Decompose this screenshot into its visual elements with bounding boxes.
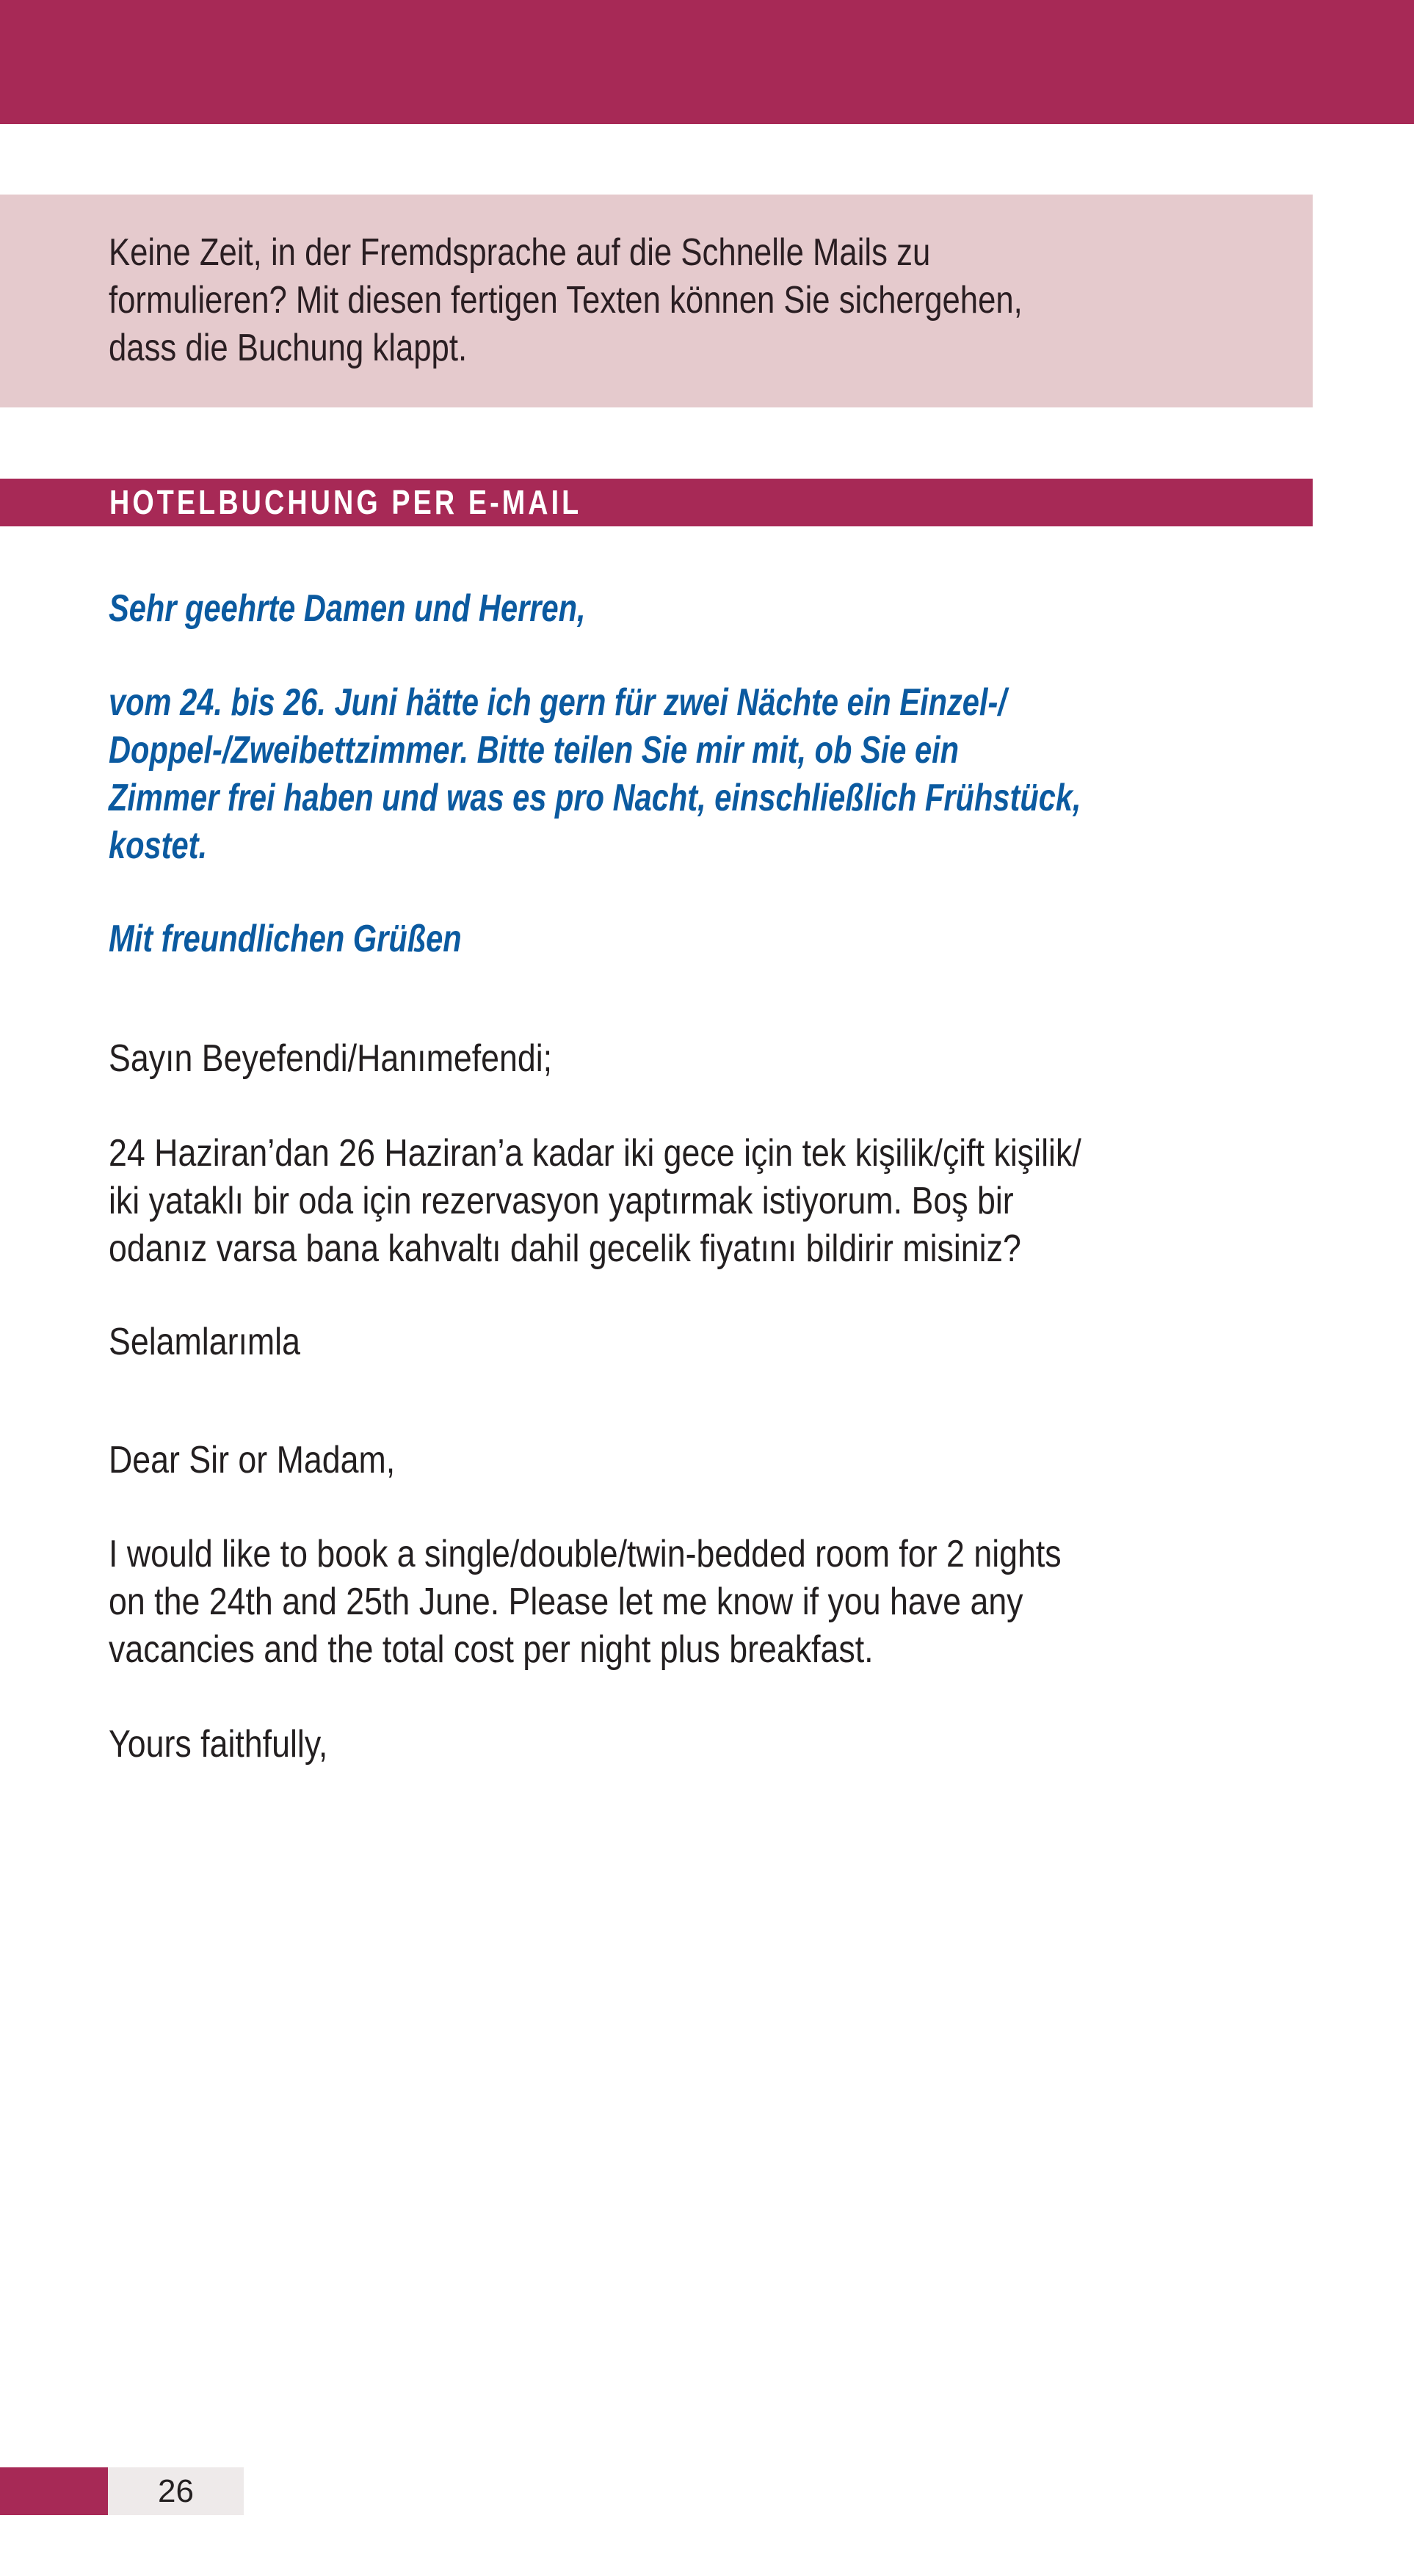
german-salutation: Sehr geehrte Damen und Herren, <box>109 587 586 630</box>
german-body <box>109 679 1081 870</box>
footer-accent-bar <box>0 2467 108 2515</box>
turkish-body-line: 24 Haziran’dan 26 Haziran’a kadar iki gece için tek kişilik/çift kişilik/ <box>109 1132 1081 1175</box>
turkish-body-line: odanız varsa bana kahvaltı dahil gecelik fiyatını bildirir misiniz? <box>109 1227 1021 1270</box>
english-body <box>109 1531 1062 1674</box>
turkish-body-line: iki yataklı bir oda için rezervasyon yaptırmak istiyorum. Boş bir <box>109 1180 1014 1222</box>
top-brand-bar <box>0 0 1414 124</box>
german-body-line: Doppel-/Zweibettzimmer. Bitte teilen Sie mir mit, ob Sie ein <box>109 729 960 772</box>
english-body-line: I would like to book a single/double/twin-bedded room for 2 nights <box>109 1533 1062 1575</box>
intro-line: Keine Zeit, in der Fremdsprache auf die Schnelle Mails zu <box>109 231 931 274</box>
turkish-closing: Selamlarımla <box>109 1321 300 1363</box>
turkish-salutation: Sayın Beyefendi/Hanımefendi; <box>109 1037 553 1080</box>
turkish-closing-block <box>109 1318 300 1366</box>
german-body-line: kostet. <box>109 824 208 867</box>
german-salutation-block <box>109 585 586 633</box>
english-salutation: Dear Sir or Madam, <box>109 1439 396 1481</box>
english-salutation-block <box>109 1437 395 1484</box>
section-title: HOTELBUCHUNG PER E-MAIL <box>109 483 582 521</box>
intro-text <box>109 229 1023 372</box>
german-body-line: Zimmer frei haben und was es pro Nacht, einschließlich Frühstück, <box>109 777 1081 819</box>
turkish-salutation-block <box>109 1035 552 1083</box>
english-closing-block <box>109 1721 327 1768</box>
english-body-line: vacancies and the total cost per night plus breakfast. <box>109 1628 874 1671</box>
english-body-line: on the 24th and 25th June. Please let me know if you have any <box>109 1581 1023 1623</box>
german-body-line: vom 24. bis 26. Juni hätte ich gern für zwei Nächte ein Einzel-/ <box>109 681 1007 724</box>
intro-line: dass die Buchung klappt. <box>109 327 468 369</box>
turkish-body <box>109 1130 1081 1273</box>
page-number: 26 <box>108 2467 244 2515</box>
intro-line: formulieren? Mit diesen fertigen Texten können Sie sichergehen, <box>109 279 1023 322</box>
english-closing: Yours faithfully, <box>109 1723 328 1766</box>
german-closing: Mit freundlichen Grüßen <box>109 918 462 960</box>
german-closing-block <box>109 915 462 963</box>
